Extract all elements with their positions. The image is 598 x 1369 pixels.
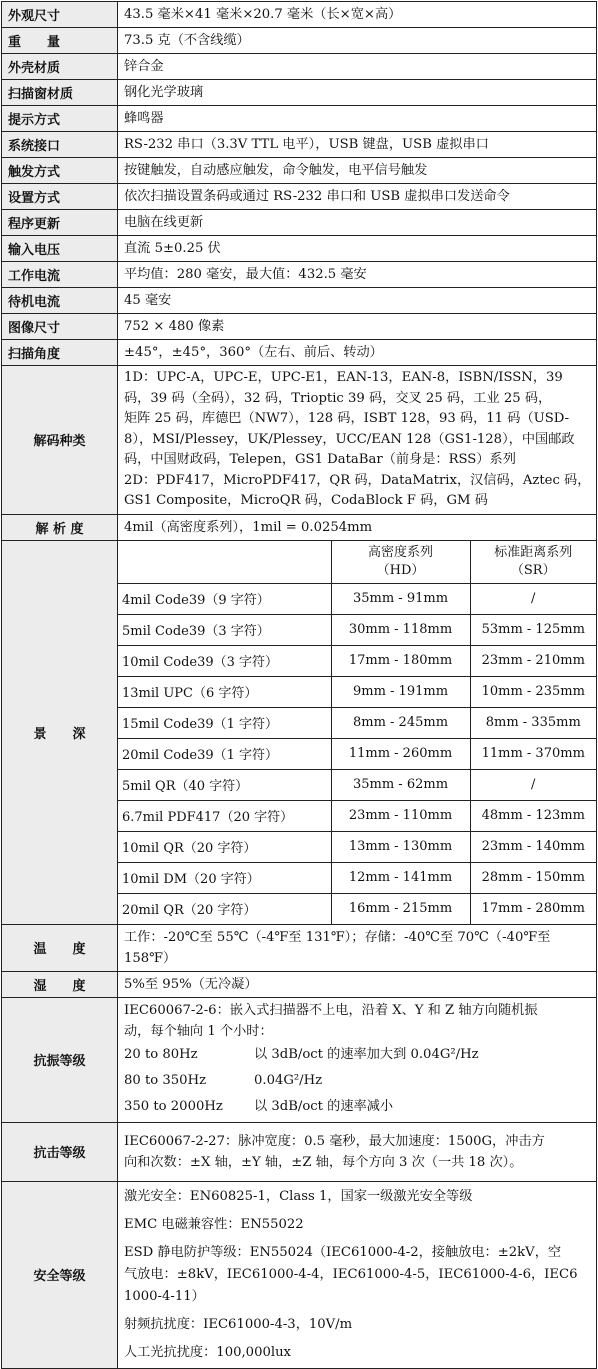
spec-label: 扫描角度 — [2, 340, 118, 366]
vibration-item — [124, 1094, 590, 1120]
depth-hd: 11mm - 260mm — [331, 738, 470, 769]
depth-sr: / — [470, 769, 596, 800]
depth-row — [118, 676, 596, 707]
spec-label: 抗振等级 — [2, 997, 118, 1122]
spec-label: 图像尺寸 — [2, 314, 118, 340]
spec-value: 45 毫安 — [118, 288, 597, 314]
depth-sr: 53mm - 125mm — [470, 614, 596, 645]
vibration-item — [124, 1042, 590, 1068]
depth-sr: 11mm - 370mm — [470, 738, 596, 769]
vibration-freq: 80 to 350Hz — [124, 1073, 207, 1088]
depth-sr: / — [470, 583, 596, 614]
depth-header-sr-title: 标准距离系列 — [494, 544, 573, 560]
vibration-freq: 20 to 80Hz — [124, 1047, 198, 1062]
vibration-intro: IEC60067-2-6：嵌入式扫描器不上电，沿着 X、Y 和 Z 轴方向随机振 — [124, 1002, 538, 1018]
depth-row — [118, 583, 596, 614]
spec-label: 扫描窗材质 — [2, 80, 118, 106]
depth-hd: 9mm - 191mm — [331, 676, 470, 707]
depth-sr: 23mm - 210mm — [470, 645, 596, 676]
spec-row-weight — [2, 28, 597, 54]
spec-row-window — [2, 80, 597, 106]
spec-row-standby — [2, 288, 597, 314]
spec-value: 钢化光学玻璃 — [118, 80, 597, 106]
spec-label: 解 析 度 — [2, 514, 118, 540]
spec-value: 5%至 95%（无冷凝） — [118, 971, 597, 997]
spec-row-housing — [2, 54, 597, 80]
spec-table — [1, 1, 597, 1369]
depth-code: 15mil Code39（1 字符） — [118, 707, 331, 738]
depth-hd: 30mm - 118mm — [331, 614, 470, 645]
spec-value: 43.5 毫米×41 毫米×20.7 毫米（长×宽×高） — [118, 2, 597, 28]
depth-header-row — [118, 541, 596, 584]
spec-row-decode — [2, 366, 597, 515]
spec-row-image-size — [2, 314, 597, 340]
spec-row-shock — [2, 1122, 597, 1181]
safety-laser: 激光安全：EN60825-1，Class 1，国家一级激光安全等级 — [124, 1188, 473, 1204]
temperature-line: 158℉） — [124, 950, 177, 966]
decode-line: 2D：PDF417，MicroPDF417，QR 码，DataMatrix，汉信码，Aztec 码， — [124, 472, 591, 488]
depth-hd: 8mm - 245mm — [331, 707, 470, 738]
decode-line: 矩阵 25 码，库德巴（NW7），128 码，ISBT 128，93 码，11 码（USD- — [124, 411, 570, 426]
safety-esd: 气放电：±8kV，IEC61000-4-4，IEC61000-4-5，IEC61000-4-6，IEC6 — [124, 1266, 578, 1282]
spec-row-humidity — [2, 971, 597, 997]
spec-row-size — [2, 2, 597, 28]
depth-code: 5mil Code39（3 字符） — [118, 614, 331, 645]
depth-header-hd-abbr: （HD） — [376, 562, 425, 578]
depth-row — [118, 707, 596, 738]
spec-value: 依次扫描设置条码或通过 RS-232 串口和 USB 虚拟串口发送命令 — [118, 184, 597, 210]
decode-line: 8），MSI/Plessey，UK/Plessey，UCC/EAN 128（GS1-128），中国邮政 — [124, 431, 575, 447]
depth-table-cell — [118, 540, 597, 924]
depth-row — [118, 614, 596, 645]
depth-code: 10mil QR（20 字符） — [118, 831, 331, 862]
spec-label: 外观尺寸 — [2, 2, 118, 28]
spec-value: 按键触发，自动感应触发，命令触发，电平信号触发 — [118, 158, 597, 184]
safety-esd: 1000-4-11） — [124, 1288, 205, 1304]
shock-line: 向和次数：±X 轴，±Y 轴，±Z 轴，每个方向 3 次（一共 18 次）。 — [124, 1154, 523, 1170]
depth-code: 20mil QR（20 字符） — [118, 893, 331, 924]
spec-row-safety — [2, 1181, 597, 1368]
spec-value: 752 × 480 像素 — [118, 314, 597, 340]
temperature-value — [118, 924, 597, 971]
vibration-desc: 以 3dB/oct 的速率减小 — [254, 1099, 394, 1114]
spec-label: 重 量 — [2, 28, 118, 54]
spec-value: 锌合金 — [118, 54, 597, 80]
spec-label: 系统接口 — [2, 132, 118, 158]
vibration-intro: 动，每个轴向 1 个小时： — [124, 1023, 273, 1039]
depth-code: 10mil DM（20 字符） — [118, 862, 331, 893]
spec-label: 待机电流 — [2, 288, 118, 314]
depth-code: 13mil UPC（6 字符） — [118, 676, 331, 707]
shock-line: IEC60067-2-27：脉冲宽度：0.5 毫秒，最大加速度：1500G，冲击方 — [124, 1133, 545, 1149]
vibration-desc: 0.04G²/Hz — [254, 1073, 323, 1088]
spec-label: 抗击等级 — [2, 1122, 118, 1181]
vibration-item — [124, 1068, 590, 1094]
spec-row-voltage — [2, 236, 597, 262]
spec-value: ±45°，±45°，360°（左右、前后、转动） — [118, 340, 597, 366]
depth-row — [118, 645, 596, 676]
temperature-line: 工作：-20℃至 55℃（-4℉至 131℉）；存储：-40℃至 70℃（-40℉至 — [124, 929, 551, 945]
spec-label: 外壳材质 — [2, 54, 118, 80]
spec-row-interface — [2, 132, 597, 158]
decode-line: 码，中国财政码，Telepen，GS1 DataBar（前身是：RSS）系列 — [124, 452, 516, 467]
spec-label: 工作电流 — [2, 262, 118, 288]
safety-emc: EMC 电磁兼容性：EN55022 — [124, 1216, 304, 1232]
depth-hd: 12mm - 141mm — [331, 862, 470, 893]
spec-value: 直流 5±0.25 伏 — [118, 236, 597, 262]
spec-label: 提示方式 — [2, 106, 118, 132]
spec-label: 触发方式 — [2, 158, 118, 184]
depth-row — [118, 738, 596, 769]
spec-row-indicator — [2, 106, 597, 132]
spec-row-vibration — [2, 997, 597, 1122]
depth-header-sr — [470, 541, 596, 584]
depth-code: 4mil Code39（9 字符） — [118, 583, 331, 614]
shock-value — [118, 1122, 597, 1181]
spec-value: 蜂鸣器 — [118, 106, 597, 132]
depth-row — [118, 831, 596, 862]
spec-row-current — [2, 262, 597, 288]
spec-row-trigger — [2, 158, 597, 184]
vibration-freq: 350 to 2000Hz — [124, 1099, 223, 1114]
depth-hd: 16mm - 215mm — [331, 893, 470, 924]
depth-code: 10mil Code39（3 字符） — [118, 645, 331, 676]
decode-line: 码，39 码（全码），32 码，Trioptic 39 码，交叉 25 码，工业 25 码， — [124, 390, 552, 406]
depth-hd: 35mm - 91mm — [331, 583, 470, 614]
depth-sr: 28mm - 150mm — [470, 862, 596, 893]
safety-light: 人工光抗扰度：100,000lux — [124, 1344, 291, 1360]
depth-header-sr-abbr: （SR） — [510, 562, 556, 578]
spec-value: 4mil（高密度系列），1mil = 0.0254mm — [118, 514, 597, 540]
depth-row — [118, 862, 596, 893]
depth-code: 6.7mil PDF417（20 字符） — [118, 800, 331, 831]
spec-label: 程序更新 — [2, 210, 118, 236]
depth-header-empty — [118, 541, 331, 584]
safety-value — [118, 1181, 597, 1368]
spec-label: 设置方式 — [2, 184, 118, 210]
spec-row-depth-of-field — [2, 540, 597, 924]
depth-sr: 23mm - 140mm — [470, 831, 596, 862]
spec-row-update — [2, 210, 597, 236]
depth-sr: 48mm - 123mm — [470, 800, 596, 831]
vibration-desc: 以 3dB/oct 的速率加大到 0.04G²/Hz — [254, 1047, 479, 1062]
depth-sr: 10mm - 235mm — [470, 676, 596, 707]
safety-esd: ESD 静电防护等级：EN55024（IEC61000-4-2，接触放电：±2kV，空 — [124, 1244, 562, 1260]
depth-code: 5mil QR（40 字符） — [118, 769, 331, 800]
spec-label: 输入电压 — [2, 236, 118, 262]
spec-row-angle — [2, 340, 597, 366]
decode-line: GS1 Composite，MicroQR 码，CodaBlock F 码，GM 码 — [124, 493, 488, 508]
depth-sr: 17mm - 280mm — [481, 901, 585, 916]
spec-label: 安全等级 — [2, 1181, 118, 1368]
vibration-value — [118, 997, 597, 1122]
spec-label: 景 深 — [2, 540, 118, 924]
spec-value: RS-232 串口（3.3V TTL 电平），USB 键盘，USB 虚拟串口 — [118, 132, 597, 158]
depth-row — [118, 769, 596, 800]
depth-hd: 23mm - 110mm — [331, 800, 470, 831]
depth-code: 20mil Code39（1 字符） — [118, 738, 331, 769]
spec-value: 平均值：280 毫安，最大值：432.5 毫安 — [118, 262, 597, 288]
depth-header-hd-title: 高密度系列 — [367, 544, 433, 560]
spec-row-config — [2, 184, 597, 210]
safety-rf: 射频抗扰度：IEC61000-4-3，10V/m — [124, 1316, 353, 1332]
spec-row-temperature — [2, 924, 597, 971]
depth-table — [118, 541, 596, 924]
decode-list — [118, 366, 597, 515]
spec-value: 73.5 克（不含线缆） — [118, 28, 597, 54]
spec-label: 解码种类 — [2, 366, 118, 515]
spec-row-resolution — [2, 514, 597, 540]
spec-label: 湿 度 — [2, 971, 118, 997]
spec-label: 温 度 — [2, 924, 118, 971]
depth-hd: 13mm - 130mm — [331, 831, 470, 862]
depth-hd: 17mm - 180mm — [331, 645, 470, 676]
depth-header-hd — [331, 541, 470, 584]
depth-row — [118, 893, 596, 924]
spec-value: 电脑在线更新 — [118, 210, 597, 236]
decode-line: 1D：UPC-A，UPC-E，UPC-E1，EAN-13，EAN-8，ISBN/ISSN，39 — [124, 370, 563, 385]
depth-hd: 35mm - 62mm — [331, 769, 470, 800]
depth-sr: 8mm - 335mm — [470, 707, 596, 738]
depth-row — [118, 800, 596, 831]
